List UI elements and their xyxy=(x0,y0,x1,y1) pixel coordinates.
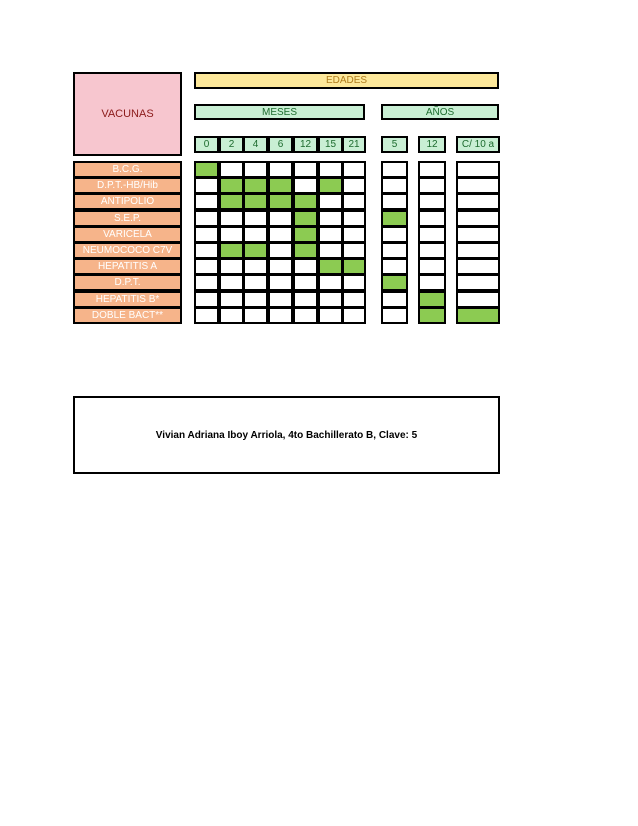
age-header-7: 5 xyxy=(381,136,408,153)
schedule-cell-marked xyxy=(293,242,318,259)
schedule-cell-marked xyxy=(243,193,268,210)
schedule-cell-marked xyxy=(243,242,268,259)
anos-header xyxy=(381,104,499,120)
schedule-cell-empty xyxy=(456,291,500,308)
schedule-cell-empty xyxy=(456,242,500,259)
schedule-cell-empty xyxy=(342,274,366,291)
schedule-cell-empty xyxy=(342,161,366,178)
schedule-cell-marked xyxy=(381,274,408,291)
schedule-cell-empty xyxy=(243,210,268,227)
footer-text: Vivian Adriana Iboy Arriola, 4to Bachillerato B, Clave: 5 xyxy=(155,429,418,441)
meses-label: MESES xyxy=(261,106,297,118)
age-header-8: 12 xyxy=(418,136,446,153)
vaccine-label: HEPATITIS A xyxy=(73,258,182,275)
schedule-cell-marked xyxy=(418,307,446,324)
schedule-cell-empty xyxy=(418,210,446,227)
age-header-0: 0 xyxy=(194,136,219,153)
schedule-cell-empty xyxy=(293,307,318,324)
schedule-cell-empty xyxy=(318,161,343,178)
schedule-cell-empty xyxy=(219,210,244,227)
vaccine-label: NEUMOCOCO C7V xyxy=(73,242,182,259)
schedule-cell-empty xyxy=(418,161,446,178)
vaccine-label: ANTIPOLIO xyxy=(73,193,182,210)
schedule-cell-empty xyxy=(456,258,500,275)
schedule-cell-empty xyxy=(381,161,408,178)
schedule-cell-marked xyxy=(318,258,343,275)
schedule-cell-empty xyxy=(342,242,366,259)
schedule-cell-empty xyxy=(318,242,343,259)
schedule-cell-empty xyxy=(456,193,500,210)
age-header-5: 15 xyxy=(318,136,343,153)
schedule-cell-empty xyxy=(381,193,408,210)
schedule-cell-empty xyxy=(219,226,244,243)
schedule-cell-marked xyxy=(268,193,293,210)
schedule-cell-empty xyxy=(243,274,268,291)
schedule-cell-empty xyxy=(418,242,446,259)
schedule-cell-empty xyxy=(456,177,500,194)
schedule-cell-empty xyxy=(293,274,318,291)
schedule-cell-empty xyxy=(243,226,268,243)
schedule-cell-empty xyxy=(194,258,219,275)
schedule-cell-empty xyxy=(456,161,500,178)
schedule-cell-empty xyxy=(342,226,366,243)
schedule-cell-empty xyxy=(194,210,219,227)
schedule-cell-empty xyxy=(318,226,343,243)
schedule-cell-empty xyxy=(268,242,293,259)
schedule-cell-empty xyxy=(318,274,343,291)
schedule-cell-empty xyxy=(194,291,219,308)
schedule-cell-empty xyxy=(194,177,219,194)
schedule-cell-empty xyxy=(381,307,408,324)
schedule-cell-empty xyxy=(456,226,500,243)
schedule-cell-marked xyxy=(219,177,244,194)
schedule-cell-empty xyxy=(293,291,318,308)
vacunas-label: VACUNAS xyxy=(101,108,154,120)
anos-label: AÑOS xyxy=(425,106,455,118)
age-header-1: 2 xyxy=(219,136,244,153)
schedule-cell-empty xyxy=(268,258,293,275)
schedule-cell-marked xyxy=(418,291,446,308)
age-header-4: 12 xyxy=(293,136,318,153)
footer-box xyxy=(73,396,500,474)
schedule-cell-empty xyxy=(381,242,408,259)
schedule-cell-empty xyxy=(243,307,268,324)
meses-header xyxy=(194,104,365,120)
schedule-cell-empty xyxy=(219,274,244,291)
schedule-cell-empty xyxy=(243,161,268,178)
vaccine-label: DOBLE BACT** xyxy=(73,307,182,324)
edades-label: EDADES xyxy=(325,75,368,86)
schedule-cell-empty xyxy=(219,307,244,324)
schedule-cell-empty xyxy=(418,177,446,194)
schedule-cell-empty xyxy=(194,274,219,291)
schedule-cell-empty xyxy=(268,210,293,227)
schedule-cell-empty xyxy=(243,258,268,275)
vaccine-label: S.E.P. xyxy=(73,210,182,227)
schedule-cell-empty xyxy=(381,291,408,308)
schedule-cell-empty xyxy=(268,291,293,308)
schedule-cell-marked xyxy=(293,210,318,227)
schedule-cell-empty xyxy=(418,258,446,275)
schedule-cell-marked xyxy=(219,242,244,259)
schedule-cell-empty xyxy=(456,274,500,291)
schedule-cell-marked xyxy=(456,307,500,324)
schedule-cell-empty xyxy=(268,307,293,324)
schedule-cell-empty xyxy=(342,193,366,210)
schedule-cell-empty xyxy=(293,177,318,194)
schedule-cell-empty xyxy=(342,210,366,227)
age-header-9: C/ 10 a xyxy=(456,136,500,153)
schedule-cell-marked xyxy=(268,177,293,194)
schedule-cell-empty xyxy=(194,242,219,259)
schedule-cell-marked xyxy=(243,177,268,194)
vaccine-label: HEPATITIS B* xyxy=(73,291,182,308)
schedule-cell-marked xyxy=(293,226,318,243)
schedule-cell-empty xyxy=(456,210,500,227)
schedule-cell-empty xyxy=(318,193,343,210)
vaccine-label: D.P.T.-HB/Hib xyxy=(73,177,182,194)
schedule-cell-empty xyxy=(418,226,446,243)
schedule-cell-marked xyxy=(194,161,219,178)
schedule-cell-empty xyxy=(342,177,366,194)
schedule-cell-empty xyxy=(342,291,366,308)
vaccine-label: VARICELA xyxy=(73,226,182,243)
schedule-cell-empty xyxy=(194,226,219,243)
edades-header xyxy=(194,72,499,89)
schedule-cell-empty xyxy=(219,291,244,308)
schedule-cell-empty xyxy=(194,307,219,324)
schedule-cell-empty xyxy=(381,226,408,243)
schedule-cell-empty xyxy=(219,258,244,275)
schedule-cell-empty xyxy=(293,161,318,178)
schedule-cell-empty xyxy=(318,291,343,308)
age-header-2: 4 xyxy=(243,136,268,153)
schedule-cell-empty xyxy=(381,258,408,275)
vacunas-header xyxy=(73,72,182,156)
age-header-6: 21 xyxy=(342,136,366,153)
schedule-cell-marked xyxy=(318,177,343,194)
vaccine-label: D.P.T. xyxy=(73,274,182,291)
schedule-cell-empty xyxy=(243,291,268,308)
schedule-cell-empty xyxy=(318,307,343,324)
schedule-cell-marked xyxy=(381,210,408,227)
schedule-cell-empty xyxy=(342,307,366,324)
schedule-cell-empty xyxy=(268,226,293,243)
age-header-3: 6 xyxy=(268,136,293,153)
schedule-cell-marked xyxy=(293,193,318,210)
vaccine-label: B.C.G. xyxy=(73,161,182,178)
schedule-cell-empty xyxy=(268,161,293,178)
schedule-cell-empty xyxy=(381,177,408,194)
schedule-cell-empty xyxy=(219,161,244,178)
schedule-cell-empty xyxy=(268,274,293,291)
schedule-cell-empty xyxy=(293,258,318,275)
schedule-cell-empty xyxy=(194,193,219,210)
schedule-cell-marked xyxy=(342,258,366,275)
schedule-cell-empty xyxy=(318,210,343,227)
schedule-cell-empty xyxy=(418,193,446,210)
schedule-cell-empty xyxy=(418,274,446,291)
schedule-cell-marked xyxy=(219,193,244,210)
